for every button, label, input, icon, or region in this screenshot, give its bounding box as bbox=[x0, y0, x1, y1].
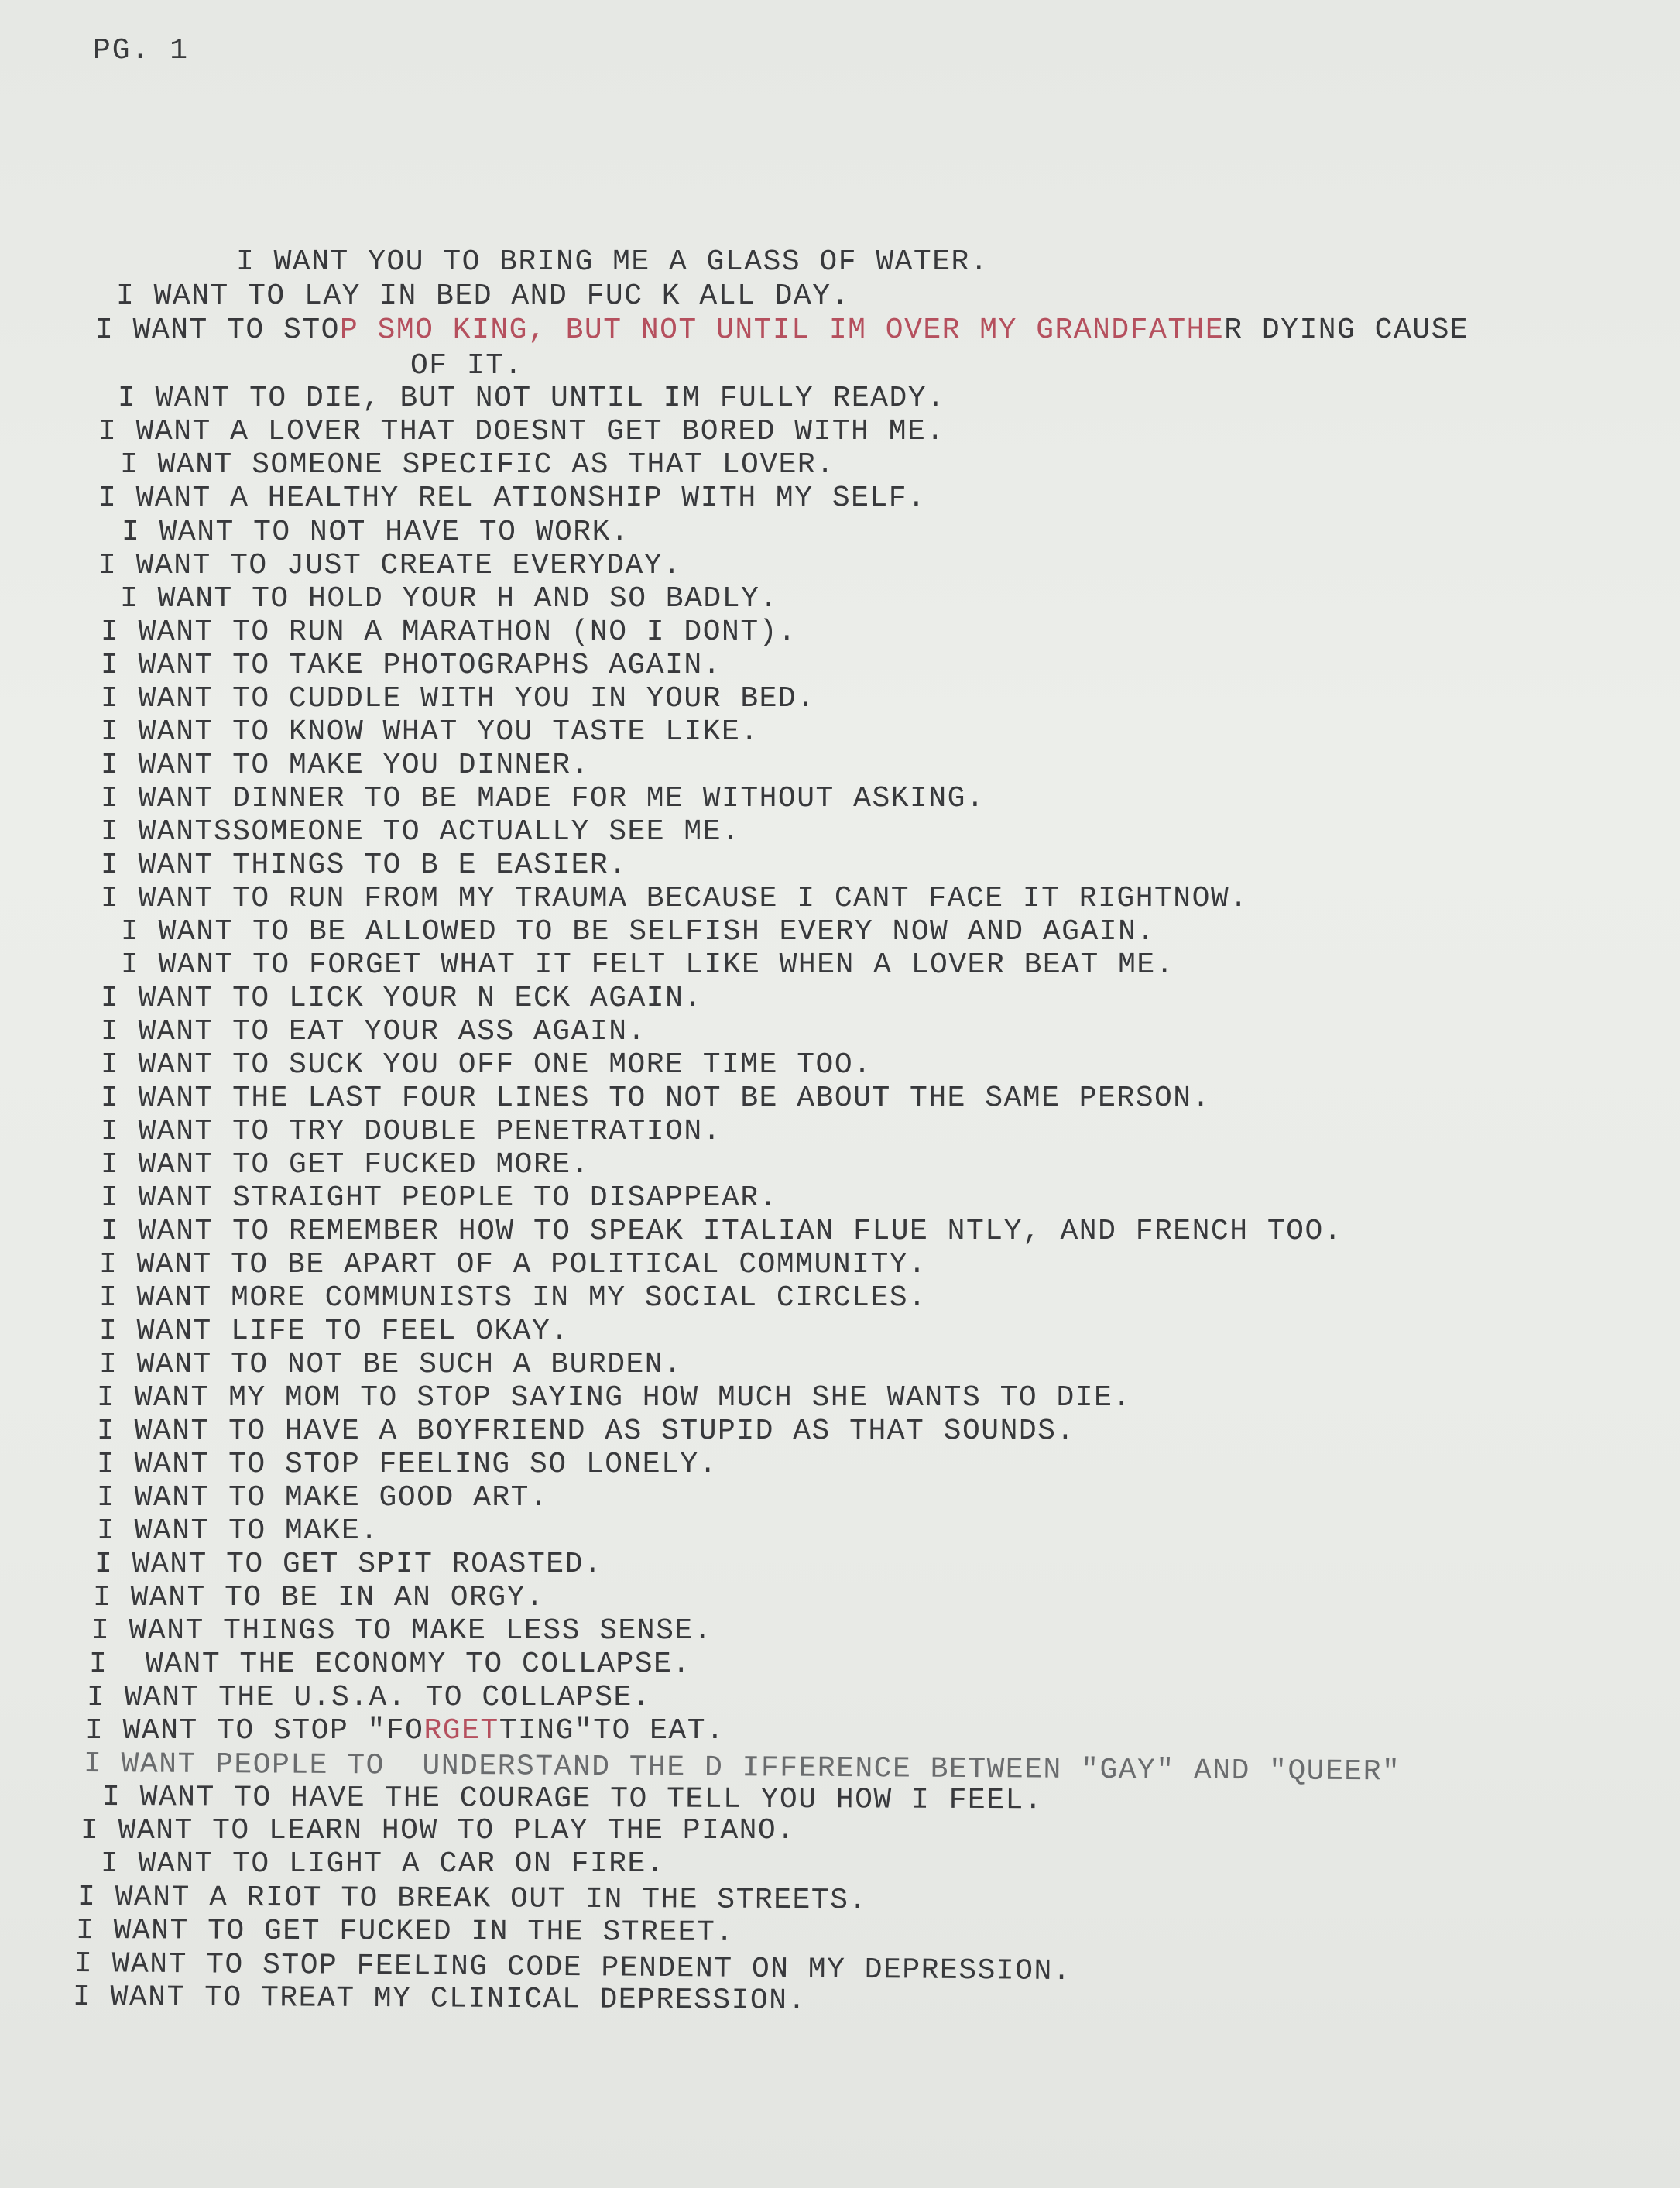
line-text: I WANT TO MAKE GOOD ART. bbox=[97, 1481, 549, 1514]
line-text: I WANT THINGS TO MAKE LESS SENSE. bbox=[91, 1614, 713, 1648]
typed-line bbox=[97, 1449, 718, 1481]
typed-line bbox=[101, 1082, 1211, 1115]
typed-line bbox=[101, 883, 1249, 915]
typed-line bbox=[89, 1648, 691, 1681]
typed-line bbox=[101, 983, 703, 1015]
line-text: I WANT TO DIE, BUT NOT UNTIL IM FULLY READY. bbox=[118, 382, 946, 415]
line-segment: R DYING CAUSE bbox=[1224, 314, 1469, 347]
typed-line bbox=[97, 1415, 1075, 1448]
line-text: OF IT. bbox=[410, 349, 523, 382]
typed-line bbox=[97, 1482, 548, 1514]
typed-line bbox=[98, 482, 926, 515]
line-text: I WANT THE LAST FOUR LINES TO NOT BE ABOUT THE SAME PERSON. bbox=[101, 1082, 1211, 1115]
typed-line bbox=[73, 1981, 807, 2018]
typed-line bbox=[122, 516, 629, 549]
typed-line bbox=[85, 1715, 725, 1747]
line-text: I WANT TO REMEMBER HOW TO SPEAK ITALIAN FLUE NTLY, AND FRENCH TOO. bbox=[101, 1215, 1343, 1248]
line-text: I WANT THE U.S.A. TO COLLAPSE. bbox=[87, 1681, 652, 1714]
typed-line bbox=[99, 1282, 927, 1315]
line-text: I WANT TO HOLD YOUR H AND SO BADLY. bbox=[120, 582, 779, 616]
line-text: I WANT TO BE ALLOWED TO BE SELFISH EVERY NOW AND AGAIN. bbox=[121, 915, 1156, 948]
typed-line bbox=[101, 1149, 590, 1181]
line-text: I WANT TO JUST CREATE EVERYDAY. bbox=[98, 549, 682, 582]
typed-line bbox=[101, 650, 722, 682]
line-text: I WANT THINGS TO B E EASIER. bbox=[101, 849, 628, 882]
typed-line bbox=[87, 1682, 651, 1714]
line-text: I WANT TO GET SPIT ROASTED. bbox=[94, 1548, 603, 1581]
typed-line bbox=[101, 683, 816, 715]
line-text: I WANT A LOVER THAT DOESNT GET BORED WITH ME. bbox=[98, 415, 945, 448]
typed-line bbox=[77, 1881, 868, 1917]
typed-line bbox=[94, 1548, 602, 1581]
typed-line bbox=[120, 449, 835, 482]
line-segment: TING"TO EAT. bbox=[499, 1714, 725, 1747]
line-text: I WANT TO FORGET WHAT IT FELT LIKE WHEN A LOVER BEAT ME. bbox=[121, 948, 1175, 982]
typed-line bbox=[93, 1582, 544, 1614]
line-text: I WANT TO GET FUCKED IN THE STREET. bbox=[75, 1914, 735, 1950]
line-text: I WANT TO LIGHT A CAR ON FIRE. bbox=[101, 1847, 666, 1881]
typed-line bbox=[101, 816, 740, 849]
typed-line bbox=[99, 1349, 682, 1381]
line-text: I WANT TO LICK YOUR N ECK AGAIN. bbox=[101, 982, 703, 1015]
typed-line bbox=[81, 1815, 796, 1847]
typed-line bbox=[118, 382, 945, 415]
line-text: I WANT TO TRY DOUBLE PENETRATION. bbox=[101, 1115, 722, 1148]
typed-line bbox=[99, 1249, 927, 1281]
typed-line bbox=[121, 949, 1174, 982]
typed-line bbox=[97, 1515, 379, 1548]
typed-line bbox=[410, 350, 523, 382]
typed-line bbox=[99, 1315, 570, 1348]
typed-line bbox=[98, 550, 681, 582]
typed-line bbox=[236, 246, 989, 279]
line-text: I WANT TO BE IN AN ORGY. bbox=[93, 1581, 545, 1614]
line-text: I WANT DINNER TO BE MADE FOR ME WITHOUT ASKING. bbox=[101, 782, 986, 815]
typed-line bbox=[91, 1615, 712, 1648]
typed-line bbox=[95, 314, 1469, 347]
line-text: I WANT TO KNOW WHAT YOU TASTE LIKE. bbox=[101, 715, 759, 749]
line-text: I WANT TO STOP FEELING SO LONELY. bbox=[97, 1448, 718, 1481]
line-text: I WANT TO NOT BE SUCH A BURDEN. bbox=[99, 1348, 683, 1381]
line-text: I WANT SOMEONE SPECIFIC AS THAT LOVER. bbox=[120, 448, 835, 482]
line-text: I WANT TO MAKE YOU DINNER. bbox=[101, 749, 590, 782]
line-text: I WANT TO EAT YOUR ASS AGAIN. bbox=[101, 1015, 646, 1048]
line-text: I WANT YOU TO BRING ME A GLASS OF WATER. bbox=[236, 245, 989, 279]
line-text: I WANT TO TAKE PHOTOGRAPHS AGAIN. bbox=[101, 649, 722, 682]
typed-line bbox=[101, 783, 985, 815]
line-text: I WANT STRAIGHT PEOPLE TO DISAPPEAR. bbox=[101, 1181, 778, 1215]
line-text: I WANT TO TREAT MY CLINICAL DEPRESSION. bbox=[72, 1981, 807, 2018]
typed-line bbox=[120, 583, 779, 616]
line-text: I WANT TO MAKE. bbox=[97, 1514, 379, 1548]
line-text: I WANT TO LAY IN BED AND FUC K ALL DAY. bbox=[116, 280, 850, 313]
line-text: I WANT TO RUN A MARATHON (NO I DONT). bbox=[101, 616, 797, 649]
typed-line bbox=[76, 1915, 735, 1950]
typed-line bbox=[101, 1848, 665, 1881]
typed-line bbox=[97, 1382, 1132, 1415]
line-text: I WANT LIFE TO FEEL OKAY. bbox=[99, 1315, 570, 1348]
typed-line bbox=[121, 916, 1156, 948]
line-text: I WANT MORE COMMUNISTS IN MY SOCIAL CIRCLES. bbox=[99, 1281, 927, 1315]
line-text: I WANT TO RUN FROM MY TRAUMA BECAUSE I CANT FACE IT RIGHTNOW. bbox=[101, 882, 1249, 915]
typed-line bbox=[101, 1116, 722, 1148]
typed-line bbox=[101, 1049, 872, 1082]
typed-line bbox=[101, 1182, 778, 1215]
line-text: I WANT TO GET FUCKED MORE. bbox=[101, 1148, 590, 1181]
line-text: I WANT TO NOT HAVE TO WORK. bbox=[122, 516, 630, 549]
line-text: I WANT THE ECONOMY TO COLLAPSE. bbox=[89, 1648, 691, 1681]
line-text: I WANT MY MOM TO STOP SAYING HOW MUCH SHE WANTS TO DIE. bbox=[97, 1381, 1132, 1415]
line-segment: I WANT TO STO bbox=[95, 314, 340, 347]
page-number: PG. 1 bbox=[93, 34, 190, 67]
line-text: I WANT PEOPLE TO UNDERSTAND THE D IFFERENCE BETWEEN "GAY" AND "QUEER" bbox=[83, 1747, 1401, 1789]
typed-line bbox=[101, 616, 797, 649]
line-text: I WANT A RIOT TO BREAK OUT IN THE STREETS. bbox=[77, 1881, 868, 1918]
line-text: I WANT A HEALTHY REL ATIONSHIP WITH MY SELF. bbox=[98, 482, 927, 515]
line-text: I WANT TO SUCK YOU OFF ONE MORE TIME TOO. bbox=[101, 1048, 873, 1082]
line-text: I WANT TO BE APART OF A POLITICAL COMMUNITY. bbox=[99, 1248, 927, 1281]
line-text: I WANT TO STOP FEELING CODE PENDENT ON MY DEPRESSION. bbox=[74, 1947, 1072, 1989]
line-text: I WANT TO CUDDLE WITH YOU IN YOUR BED. bbox=[101, 682, 816, 715]
typed-line bbox=[98, 416, 945, 448]
typed-line bbox=[101, 1016, 646, 1048]
line-text: I WANT TO HAVE THE COURAGE TO TELL YOU HOW I FEEL. bbox=[101, 1781, 1044, 1818]
line-segment: I WANT TO STOP "FO bbox=[85, 1714, 424, 1747]
typed-line bbox=[101, 849, 628, 882]
red-ink-segment: RGET bbox=[423, 1714, 499, 1747]
typed-line bbox=[101, 716, 759, 749]
red-ink-segment: P SMO KING, BUT NOT UNTIL IM OVER MY GRANDFATHE bbox=[339, 314, 1225, 347]
typed-line bbox=[116, 280, 850, 313]
line-text: I WANT TO HAVE A BOYFRIEND AS STUPID AS THAT SOUNDS. bbox=[97, 1415, 1075, 1448]
line-text: I WANTSSOMEONE TO ACTUALLY SEE ME. bbox=[101, 815, 741, 849]
typed-line bbox=[101, 1216, 1342, 1248]
typed-line bbox=[102, 1782, 1043, 1817]
line-text: I WANT TO LEARN HOW TO PLAY THE PIANO. bbox=[81, 1814, 796, 1847]
typed-line bbox=[101, 749, 590, 782]
